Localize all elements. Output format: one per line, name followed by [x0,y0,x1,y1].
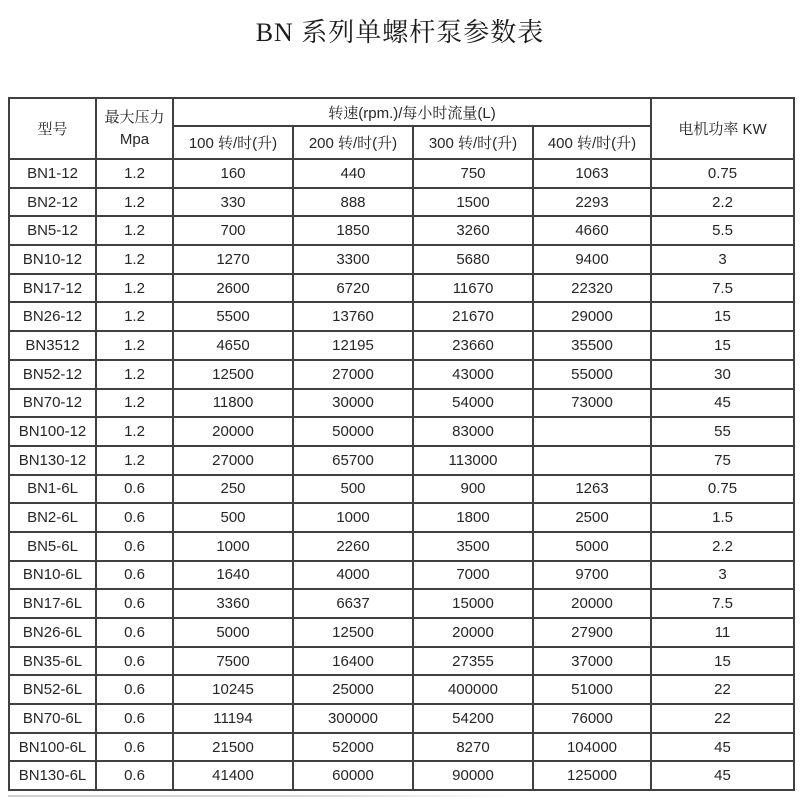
cell-motor-power: 0.75 [651,159,794,188]
cell-max-pressure: 0.6 [96,733,173,762]
cell-model: BN5-12 [9,216,96,245]
cell-flow-300: 400000 [413,675,533,704]
cell-flow-400 [533,417,651,446]
cell-max-pressure: 1.2 [96,446,173,475]
table-row [9,503,794,532]
cell-motor-power: 7.5 [651,589,794,618]
cell-flow-400 [533,446,651,475]
cell-motor-power: 22 [651,704,794,733]
cell-motor-power: 7.5 [651,274,794,303]
cell-flow-200: 12500 [293,618,413,647]
cell-max-pressure: 1.2 [96,245,173,274]
cell-flow-100: 11800 [173,389,293,418]
cell-model: BN100-6L [9,733,96,762]
cell-flow-300: 54200 [413,704,533,733]
cell-flow-400: 22320 [533,274,651,303]
cell-flow-400: 55000 [533,360,651,389]
cell-flow-100: 21500 [173,733,293,762]
cell-max-pressure: 0.6 [96,675,173,704]
cell-flow-200: 65700 [293,446,413,475]
cell-motor-power: 55 [651,417,794,446]
cell-flow-400: 20000 [533,589,651,618]
cell-flow-200: 25000 [293,675,413,704]
cell-flow-300: 27355 [413,647,533,676]
cell-flow-200: 16400 [293,647,413,676]
cell-flow-300: 3500 [413,532,533,561]
cell-flow-400: 104000 [533,733,651,762]
cell-motor-power: 45 [651,389,794,418]
cell-flow-300: 90000 [413,761,533,790]
cell-flow-200: 3300 [293,245,413,274]
cell-motor-power: 0.75 [651,475,794,504]
cell-flow-300: 11670 [413,274,533,303]
table-row [9,245,794,274]
cell-max-pressure: 1.2 [96,417,173,446]
cell-flow-300: 5680 [413,245,533,274]
cell-flow-100: 11194 [173,704,293,733]
cell-flow-400: 76000 [533,704,651,733]
cell-flow-100: 500 [173,503,293,532]
cell-motor-power: 15 [651,302,794,331]
cell-flow-400: 2500 [533,503,651,532]
cell-flow-400: 4660 [533,216,651,245]
cell-flow-300: 43000 [413,360,533,389]
cell-flow-200: 2260 [293,532,413,561]
table-row [9,159,794,188]
cell-flow-100: 1640 [173,561,293,590]
cell-motor-power: 2.2 [651,532,794,561]
cell-flow-200: 1850 [293,216,413,245]
table-row [9,389,794,418]
cell-flow-100: 27000 [173,446,293,475]
cell-max-pressure: 1.2 [96,159,173,188]
cell-flow-100: 7500 [173,647,293,676]
cell-flow-400: 2293 [533,188,651,217]
cell-flow-400: 35500 [533,331,651,360]
cell-model: BN1-6L [9,475,96,504]
table-header [9,98,794,159]
cell-flow-100: 2600 [173,274,293,303]
cell-motor-power: 15 [651,331,794,360]
cell-max-pressure: 1.2 [96,360,173,389]
cell-flow-400: 73000 [533,389,651,418]
cell-flow-300: 23660 [413,331,533,360]
table-row [9,475,794,504]
cell-motor-power: 45 [651,761,794,790]
cell-flow-200: 888 [293,188,413,217]
table-row [9,618,794,647]
cell-motor-power: 30 [651,360,794,389]
cell-flow-400: 1263 [533,475,651,504]
cell-model: BN26-6L [9,618,96,647]
cell-max-pressure: 1.2 [96,274,173,303]
cell-flow-100: 1270 [173,245,293,274]
cell-flow-300: 21670 [413,302,533,331]
cell-model: BN17-12 [9,274,96,303]
cell-max-pressure: 0.6 [96,704,173,733]
cell-model: BN2-6L [9,503,96,532]
scan-artifact-line [8,795,523,797]
page-title: BN 系列单螺杆泵参数表 [255,18,545,47]
cell-max-pressure: 1.2 [96,389,173,418]
cell-motor-power: 1.5 [651,503,794,532]
cell-flow-400: 51000 [533,675,651,704]
cell-flow-200: 60000 [293,761,413,790]
cell-max-pressure: 1.2 [96,188,173,217]
cell-flow-300: 8270 [413,733,533,762]
cell-motor-power: 11 [651,618,794,647]
header-max-pressure-unit: Mpa [119,130,150,148]
cell-flow-200: 52000 [293,733,413,762]
cell-motor-power: 45 [651,733,794,762]
cell-max-pressure: 0.6 [96,532,173,561]
table-row [9,274,794,303]
table-body [9,159,794,790]
cell-model: BN10-12 [9,245,96,274]
cell-flow-200: 440 [293,159,413,188]
cell-model: BN52-12 [9,360,96,389]
header-speed-flow-group: 转速(rpm.)/每小时流量(L) [173,98,651,126]
cell-flow-200: 1000 [293,503,413,532]
cell-model: BN70-12 [9,389,96,418]
cell-flow-300: 15000 [413,589,533,618]
cell-flow-400: 37000 [533,647,651,676]
cell-model: BN26-12 [9,302,96,331]
cell-model: BN130-12 [9,446,96,475]
cell-model: BN5-6L [9,532,96,561]
cell-flow-200: 6720 [293,274,413,303]
cell-flow-100: 250 [173,475,293,504]
header-flow-200rpm: 200 转/时(升) [293,126,413,159]
cell-flow-200: 13760 [293,302,413,331]
table-row [9,761,794,790]
cell-flow-200: 300000 [293,704,413,733]
cell-max-pressure: 0.6 [96,503,173,532]
table-row [9,417,794,446]
header-max-pressure [96,98,173,159]
cell-flow-200: 27000 [293,360,413,389]
cell-flow-100: 5000 [173,618,293,647]
cell-flow-100: 1000 [173,532,293,561]
cell-flow-300: 750 [413,159,533,188]
cell-motor-power: 15 [651,647,794,676]
cell-flow-200: 4000 [293,561,413,590]
cell-flow-300: 83000 [413,417,533,446]
table-row [9,589,794,618]
cell-max-pressure: 0.6 [96,618,173,647]
cell-flow-400: 5000 [533,532,651,561]
table-row [9,532,794,561]
cell-flow-200: 6637 [293,589,413,618]
cell-flow-200: 12195 [293,331,413,360]
cell-flow-300: 20000 [413,618,533,647]
cell-motor-power: 5.5 [651,216,794,245]
cell-flow-100: 4650 [173,331,293,360]
cell-motor-power: 3 [651,245,794,274]
table-row [9,302,794,331]
cell-flow-100: 20000 [173,417,293,446]
header-row-1 [9,98,794,126]
table-row [9,331,794,360]
cell-flow-300: 54000 [413,389,533,418]
cell-flow-100: 12500 [173,360,293,389]
cell-flow-100: 160 [173,159,293,188]
table-row [9,675,794,704]
cell-model: BN35-6L [9,647,96,676]
cell-model: BN3512 [9,331,96,360]
cell-flow-400: 29000 [533,302,651,331]
cell-flow-200: 50000 [293,417,413,446]
header-flow-300rpm: 300 转/时(升) [413,126,533,159]
cell-flow-300: 1500 [413,188,533,217]
cell-flow-100: 10245 [173,675,293,704]
cell-flow-400: 9700 [533,561,651,590]
cell-model: BN17-6L [9,589,96,618]
cell-flow-300: 113000 [413,446,533,475]
cell-flow-400: 9400 [533,245,651,274]
cell-model: BN130-6L [9,761,96,790]
cell-flow-300: 3260 [413,216,533,245]
cell-flow-300: 7000 [413,561,533,590]
cell-max-pressure: 1.2 [96,216,173,245]
cell-flow-100: 41400 [173,761,293,790]
cell-motor-power: 75 [651,446,794,475]
cell-flow-100: 5500 [173,302,293,331]
cell-model: BN100-12 [9,417,96,446]
cell-flow-400: 27900 [533,618,651,647]
cell-model: BN52-6L [9,675,96,704]
header-motor-power: 电机功率 KW [651,98,794,159]
table-row [9,216,794,245]
table-row [9,561,794,590]
table-row [9,733,794,762]
cell-flow-100: 330 [173,188,293,217]
table-row [9,446,794,475]
cell-motor-power: 2.2 [651,188,794,217]
cell-max-pressure: 0.6 [96,761,173,790]
cell-max-pressure: 0.6 [96,475,173,504]
cell-flow-300: 900 [413,475,533,504]
table-row [9,704,794,733]
pump-parameter-table [8,97,795,791]
header-flow-100rpm: 100 转/时(升) [173,126,293,159]
table-row [9,360,794,389]
header-model: 型号 [9,98,96,159]
cell-flow-400: 1063 [533,159,651,188]
table-row [9,188,794,217]
cell-max-pressure: 0.6 [96,647,173,676]
cell-motor-power: 22 [651,675,794,704]
cell-model: BN10-6L [9,561,96,590]
cell-flow-100: 700 [173,216,293,245]
cell-max-pressure: 1.2 [96,302,173,331]
header-max-pressure-label: 最大压力 [104,108,165,126]
cell-max-pressure: 1.2 [96,331,173,360]
cell-motor-power: 3 [651,561,794,590]
header-flow-400rpm: 400 转/时(升) [533,126,651,159]
cell-model: BN2-12 [9,188,96,217]
cell-model: BN1-12 [9,159,96,188]
cell-flow-400: 125000 [533,761,651,790]
cell-flow-100: 3360 [173,589,293,618]
table-row [9,647,794,676]
cell-flow-200: 500 [293,475,413,504]
cell-max-pressure: 0.6 [96,561,173,590]
cell-model: BN70-6L [9,704,96,733]
cell-max-pressure: 0.6 [96,589,173,618]
cell-flow-200: 30000 [293,389,413,418]
cell-flow-300: 1800 [413,503,533,532]
